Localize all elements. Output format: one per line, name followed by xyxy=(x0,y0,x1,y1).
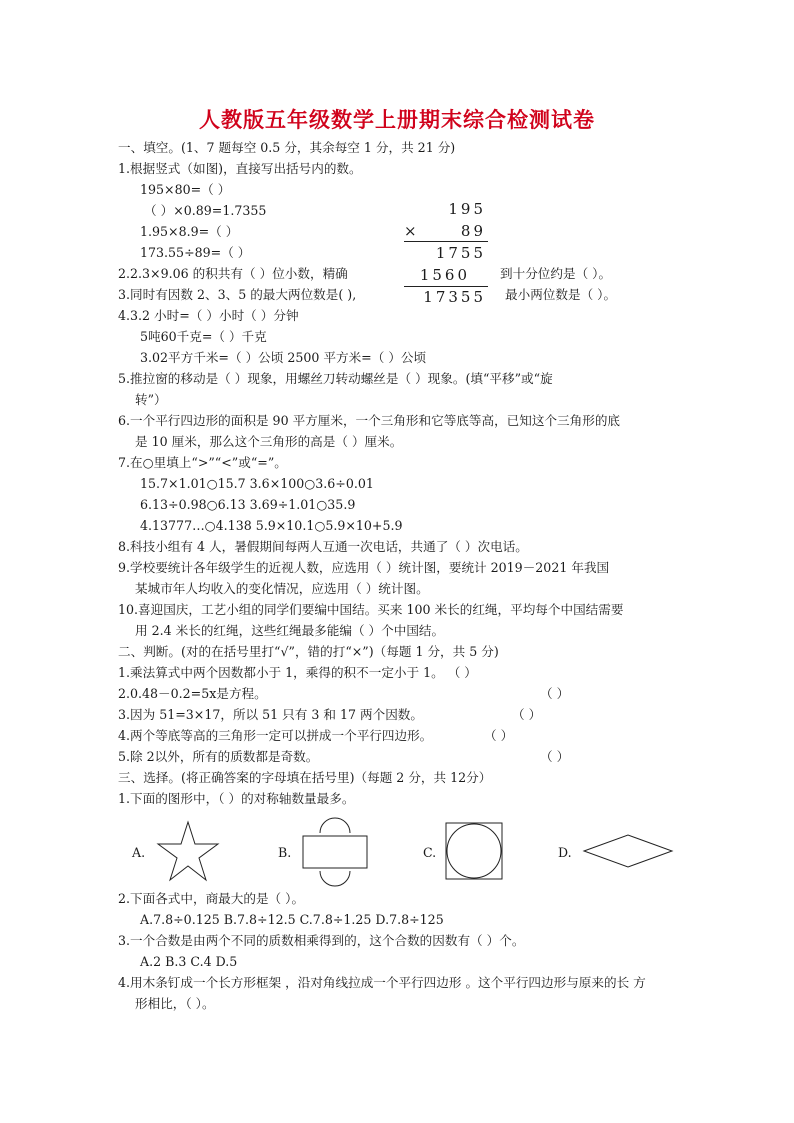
question-7: 7.在○里填上“>”“<”或“=”。 xyxy=(118,455,287,470)
judge-4: 4.两个等底等高的三角形一定可以拼成一个平行四边形。 xyxy=(118,728,433,743)
calc-operator: × xyxy=(404,222,420,240)
judge-2-paren: （ ） xyxy=(540,686,570,701)
calc-row-2: 89 xyxy=(460,222,486,240)
option-b-label: B. xyxy=(278,845,292,860)
calc-row-4: 1560 xyxy=(419,266,470,284)
calc-line-2 xyxy=(404,286,488,287)
section3-heading: 三、选择。(将正确答案的字母填在括号里)（每题 2 分，共 12分） xyxy=(118,770,492,785)
question-4c: 3.02平方千米=（ ）公顷 2500 平方米=（ ）公顷 xyxy=(140,350,427,365)
page-title: 人教版五年级数学上册期末综合检测试卷 xyxy=(199,108,595,132)
question-2: 2.2.3×9.06 的积共有（ ）位小数，精确 xyxy=(118,266,348,281)
question-3-tail: 最小两位数是（ ）。 xyxy=(505,287,617,302)
question-2-tail: 到十分位约是（ ）。 xyxy=(500,266,612,281)
question-9a: 9.学校要统计各年级学生的近视人数，应选用（ ）统计图，要统计 2019－2021 年我国 xyxy=(118,560,610,575)
question-7a: 15.7×1.01○15.7 3.6×100○3.6÷0.01 xyxy=(140,476,374,491)
calc-result: 17355 xyxy=(423,288,486,306)
star-icon xyxy=(156,820,220,882)
choice-2: 2.下面各式中，商最大的是（ ）。 xyxy=(118,891,305,906)
question-4a: 4.3.2 小时=（ ）小时（ ）分钟 xyxy=(118,308,299,323)
question-4b: 5吨60千克=（ ）千克 xyxy=(140,329,267,344)
calc-row-3: 1755 xyxy=(435,244,486,262)
choice-2-options: A.7.8÷0.125 B.7.8÷12.5 C.7.8÷1.25 D.7.8÷125 xyxy=(140,912,444,927)
question-1: 1.根据竖式（如图)，直接写出括号内的数。 xyxy=(118,161,362,176)
option-a-label: A. xyxy=(132,845,146,860)
section2-heading: 二、判断。(对的在括号里打“√”，错的打“×”)（每题 1 分，共 5 分) xyxy=(118,644,499,659)
question-5b: 转”） xyxy=(135,392,167,407)
choice-4b: 形相比，（ ）。 xyxy=(135,996,215,1011)
judge-5-paren: （ ） xyxy=(540,749,570,764)
calc-row-1: 195 xyxy=(448,200,486,218)
choice-3: 3.一个合数是由两个不同的质数相乘得到的，这个合数的因数有（ ）个。 xyxy=(118,933,525,948)
option-c-label: C. xyxy=(423,845,437,860)
question-1c: 1.95×8.9=（ ） xyxy=(140,224,239,239)
question-6a: 6.一个平行四边形的面积是 90 平方厘米，一个三角形和它等底等高，已知这个三角形的底 xyxy=(118,413,621,428)
question-1d: 173.55÷89=（ ） xyxy=(140,245,251,260)
choice-4a: 4.用木条钉成一个长方形框架 ，沿对角线拉成一个平行四边形 。这个平行四边形与原来的长 方 xyxy=(118,975,646,990)
question-7b: 6.13÷0.98○6.13 3.69÷1.01○35.9 xyxy=(140,497,356,512)
judge-5: 5.除 2以外，所有的质数都是奇数。 xyxy=(118,749,319,764)
question-7c: 4.13777…○4.138 5.9×10.1○5.9×10+5.9 xyxy=(140,518,403,533)
question-10b: 用 2.4 米长的红绳，这些红绳最多能编（ ）个中国结。 xyxy=(135,623,445,638)
choice-1: 1.下面的图形中，（ ）的对称轴数量最多。 xyxy=(118,791,355,806)
rectangle-semicircles-icon xyxy=(300,814,370,890)
question-9b: 某城市年人均收入的变化情况，应选用（ ）统计图。 xyxy=(135,581,429,596)
section1-heading: 一、填空。(1、7 题每空 0.5 分，其余每空 1 分，共 21 分) xyxy=(118,140,456,155)
question-3: 3.同时有因数 2、3、5 的最大两位数是( ), xyxy=(118,287,357,302)
question-5a: 5.推拉窗的移动是（ ）现象，用螺丝刀转动螺丝是（ ）现象。(填“平移”或“旋 xyxy=(118,371,553,386)
question-10a: 10.喜迎国庆，工艺小组的同学们要编中国结。买来 100 米长的红绳，平均每个中国结需要 xyxy=(118,602,624,617)
judge-1: 1.乘法算式中两个因数都小于 1，乘得的积不一定小于 1。 （ ） xyxy=(118,665,477,680)
square-circle-icon xyxy=(445,822,503,880)
judge-3-paren: （ ） xyxy=(512,707,542,722)
question-1a: 195×80=（ ） xyxy=(140,182,231,197)
question-6b: 是 10 厘米，那么这个三角形的高是（ ）厘米。 xyxy=(135,434,403,449)
judge-3: 3.因为 51=3×17，所以 51 只有 3 和 17 两个因数。 xyxy=(118,707,423,722)
question-1b: （ ）×0.89=1.7355 xyxy=(144,203,267,218)
question-8: 8.科技小组有 4 人，暑假期间每两人互通一次电话，共通了（ ）次电话。 xyxy=(118,539,528,554)
calc-line-1 xyxy=(404,241,488,242)
rhombus-icon xyxy=(582,833,674,869)
choice-3-options: A.2 B.3 C.4 D.5 xyxy=(140,954,238,969)
option-d-label: D. xyxy=(558,845,572,860)
judge-4-paren: （ ） xyxy=(484,728,514,743)
judge-2: 2.0.48－0.2=5x是方程。 xyxy=(118,686,267,701)
